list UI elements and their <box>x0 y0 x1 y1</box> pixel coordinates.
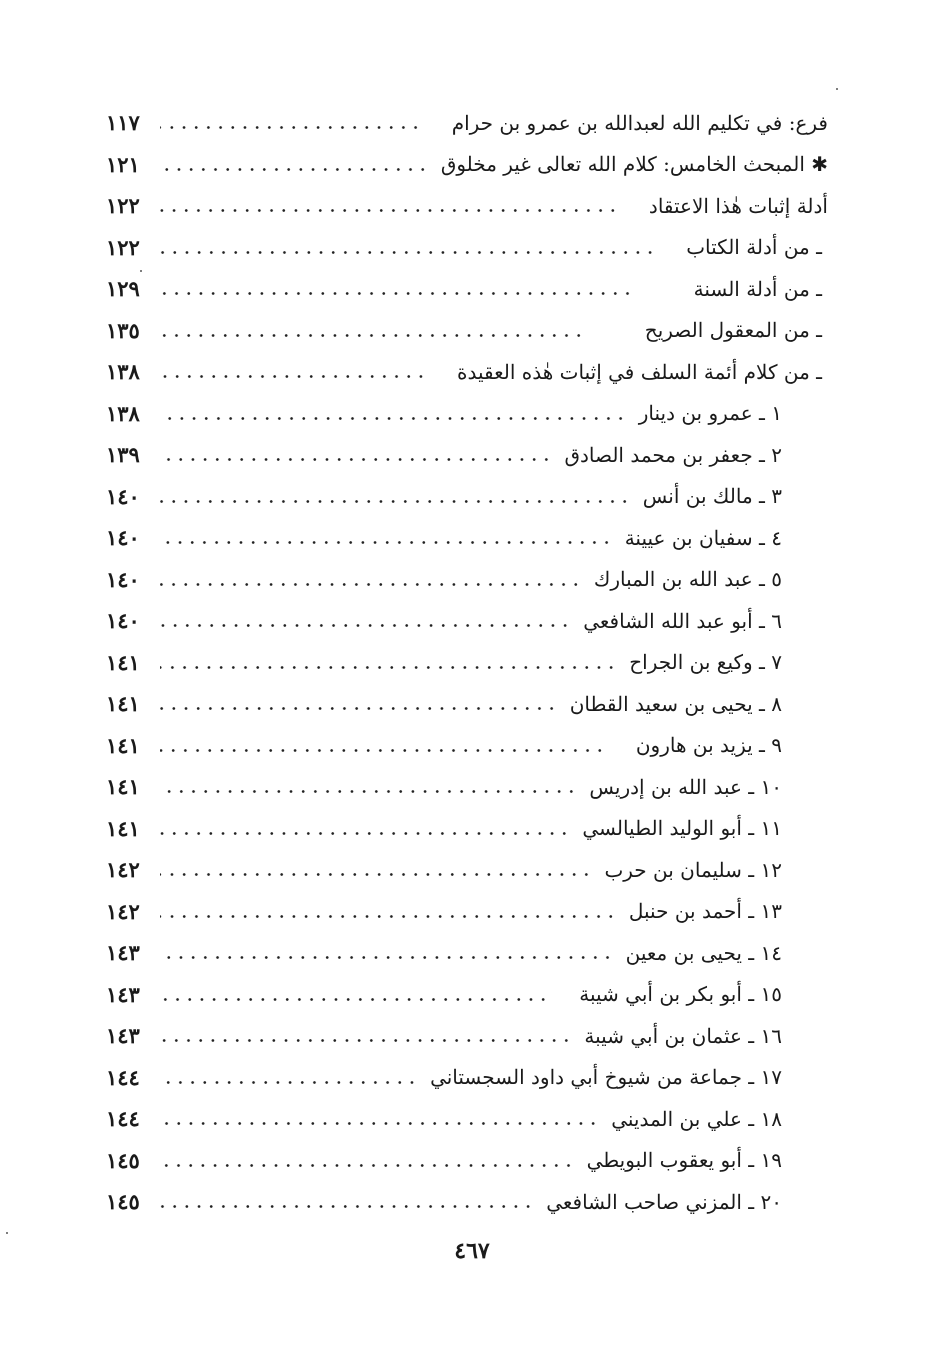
toc-page-number: ١٤٢ <box>106 898 140 924</box>
toc-entry <box>100 227 828 269</box>
toc-entry-title: ١٣ ـ أحمد بن حنبل <box>628 899 782 924</box>
toc-entry <box>100 268 828 310</box>
toc-entry-title: ١٢ ـ سليمان بن حرب <box>604 857 782 882</box>
toc-entry-title: ١٨ ـ علي بن المديني <box>611 1106 782 1131</box>
toc-entry-title: ١٤ ـ يحيى بن معين <box>625 940 782 965</box>
toc-leader-dots <box>160 500 631 503</box>
toc-page-number: ١٤٤ <box>106 1106 140 1132</box>
toc-leader-dots <box>160 126 422 129</box>
toc-leader-dots <box>160 1205 534 1208</box>
toc-entry-title: ـ من أدلة الكتاب <box>686 235 822 260</box>
toc-page-number: ١٤٠ <box>106 566 140 592</box>
toc-leader-dots <box>160 749 606 752</box>
toc-page-number: ١٤١ <box>106 815 140 841</box>
toc-entry-title: ٣ ـ مالك بن أنس <box>642 484 782 509</box>
toc-page-number: ١١٧ <box>106 110 140 136</box>
toc-page-number: ١٤٣ <box>106 940 140 966</box>
toc-leader-dots <box>160 832 570 835</box>
toc-leader-dots <box>160 956 614 959</box>
toc-leader-dots <box>160 292 634 295</box>
table-of-contents <box>100 102 828 1223</box>
toc-leader-dots <box>160 707 558 710</box>
toc-entry-title: ـ من كلام أئمة السلف في إثبات هٰذه العقيدة <box>457 359 822 384</box>
toc-entry-title: ✱ المبحث الخامس: كلام الله تعالى غير مخلوق <box>440 152 828 177</box>
toc-page-number: ١٤٣ <box>106 1023 140 1049</box>
toc-page-number: ١٤٤ <box>106 1064 140 1090</box>
toc-entry <box>100 310 828 352</box>
toc-page-number: ١٤٠ <box>106 525 140 551</box>
toc-entry-title: ـ من المعقول الصريح <box>644 318 822 343</box>
toc-entry <box>100 1181 828 1223</box>
toc-entry <box>100 1098 828 1140</box>
toc-leader-dots <box>160 1164 575 1167</box>
toc-entry-title: أدلة إثبات هٰذا الاعتقاد <box>648 193 828 218</box>
toc-page-number: ١٤١ <box>106 732 140 758</box>
toc-page-number: ١٣٨ <box>106 359 140 385</box>
toc-entry <box>100 974 828 1016</box>
toc-entry-title: ٢ ـ جعفر بن محمد الصادق <box>564 442 782 467</box>
toc-leader-dots <box>160 915 617 918</box>
toc-page-number: ١٤٥ <box>106 1147 140 1173</box>
toc-entry <box>100 1057 828 1099</box>
toc-page-number: ١٢٩ <box>106 276 140 302</box>
toc-entry <box>100 393 828 435</box>
toc-entry-title: ١٥ ـ أبو بكر بن أبي شيبة <box>579 982 782 1007</box>
toc-entry-title: ٩ ـ يزيد بن هارون <box>635 733 782 758</box>
toc-entry-title: ١٧ ـ جماعة من شيوخ أبي داود السجستاني <box>430 1065 782 1090</box>
toc-leader-dots <box>160 209 619 212</box>
scan-speck <box>6 1232 8 1234</box>
toc-leader-dots <box>160 998 549 1001</box>
toc-page-number: ١٤١ <box>106 774 140 800</box>
toc-entry <box>100 102 828 144</box>
toc-entry-title: ١٩ ـ أبو يعقوب البويطي <box>586 1148 782 1173</box>
toc-entry <box>100 559 828 601</box>
toc-entry-title: ١١ ـ أبو الوليد الطيالسي <box>582 816 782 841</box>
toc-entry <box>100 351 828 393</box>
toc-leader-dots <box>160 375 427 378</box>
toc-entry <box>100 1015 828 1057</box>
toc-leader-dots <box>160 624 571 627</box>
toc-entry-title: ٥ ـ عبد الله بن المبارك <box>593 567 782 592</box>
toc-page-number: ١٤٥ <box>106 1189 140 1215</box>
toc-entry <box>100 476 828 518</box>
toc-entry <box>100 434 828 476</box>
toc-page-number: ١٢٢ <box>106 234 140 260</box>
toc-entry <box>100 642 828 684</box>
toc-leader-dots <box>160 251 656 254</box>
toc-page-number: ١٤٠ <box>106 608 140 634</box>
toc-entry-title: ٧ ـ وكيع بن الجراح <box>629 650 782 675</box>
toc-leader-dots <box>160 334 585 337</box>
toc-page-number: ١٤٢ <box>106 857 140 883</box>
toc-page-number: ١٤٣ <box>106 981 140 1007</box>
toc-entry-title: ١ ـ عمرو بن دينار <box>638 401 782 426</box>
toc-entry-title: ٦ ـ أبو عبد الله الشافعي <box>583 608 782 633</box>
scan-speck <box>836 88 838 90</box>
toc-entry <box>100 891 828 933</box>
toc-leader-dots <box>160 666 617 669</box>
toc-entry-title: ٨ ـ يحيى بن سعيد القطان <box>569 691 782 716</box>
toc-entry <box>100 1140 828 1182</box>
toc-page-number: ١٢٢ <box>106 193 140 219</box>
toc-entry-title: ـ من أدلة السنة <box>693 276 822 301</box>
toc-page-number: ١٣٩ <box>106 442 140 468</box>
toc-leader-dots <box>160 790 577 793</box>
toc-leader-dots <box>160 583 582 586</box>
toc-leader-dots <box>160 168 429 171</box>
toc-entry <box>100 185 828 227</box>
page-number: ٤٦٧ <box>454 1238 490 1264</box>
toc-leader-dots <box>160 873 592 876</box>
toc-leader-dots <box>160 541 613 544</box>
toc-page-number: ١٤٠ <box>106 483 140 509</box>
toc-page-number: ١٣٥ <box>106 317 140 343</box>
toc-entry <box>100 144 828 186</box>
toc-entry-title: ٢٠ ـ المزني صاحب الشافعي <box>546 1189 782 1214</box>
toc-page-number: ١٣٨ <box>106 400 140 426</box>
toc-leader-dots <box>160 1039 572 1042</box>
toc-entry <box>100 849 828 891</box>
toc-entry <box>100 725 828 767</box>
toc-entry <box>100 600 828 642</box>
toc-entry <box>100 932 828 974</box>
toc-entry-title: ٤ ـ سفيان بن عيينة <box>624 525 782 550</box>
toc-page-number: ١٤١ <box>106 691 140 717</box>
toc-entry-title: فرع: في تكليم الله لعبدالله بن عمرو بن حرام <box>451 110 828 135</box>
toc-page-number: ١٢١ <box>106 151 140 177</box>
toc-leader-dots <box>160 1081 418 1084</box>
toc-leader-dots <box>160 417 627 420</box>
toc-leader-dots <box>160 1122 599 1125</box>
toc-entry-title: ١٠ ـ عبد الله بن إدريس <box>589 774 782 799</box>
toc-entry <box>100 683 828 725</box>
toc-entry <box>100 766 828 808</box>
toc-leader-dots <box>160 458 552 461</box>
toc-entry <box>100 808 828 850</box>
toc-entry-title: ١٦ ـ عثمان بن أبي شيبة <box>584 1023 782 1048</box>
toc-page-number: ١٤١ <box>106 649 140 675</box>
toc-entry <box>100 517 828 559</box>
